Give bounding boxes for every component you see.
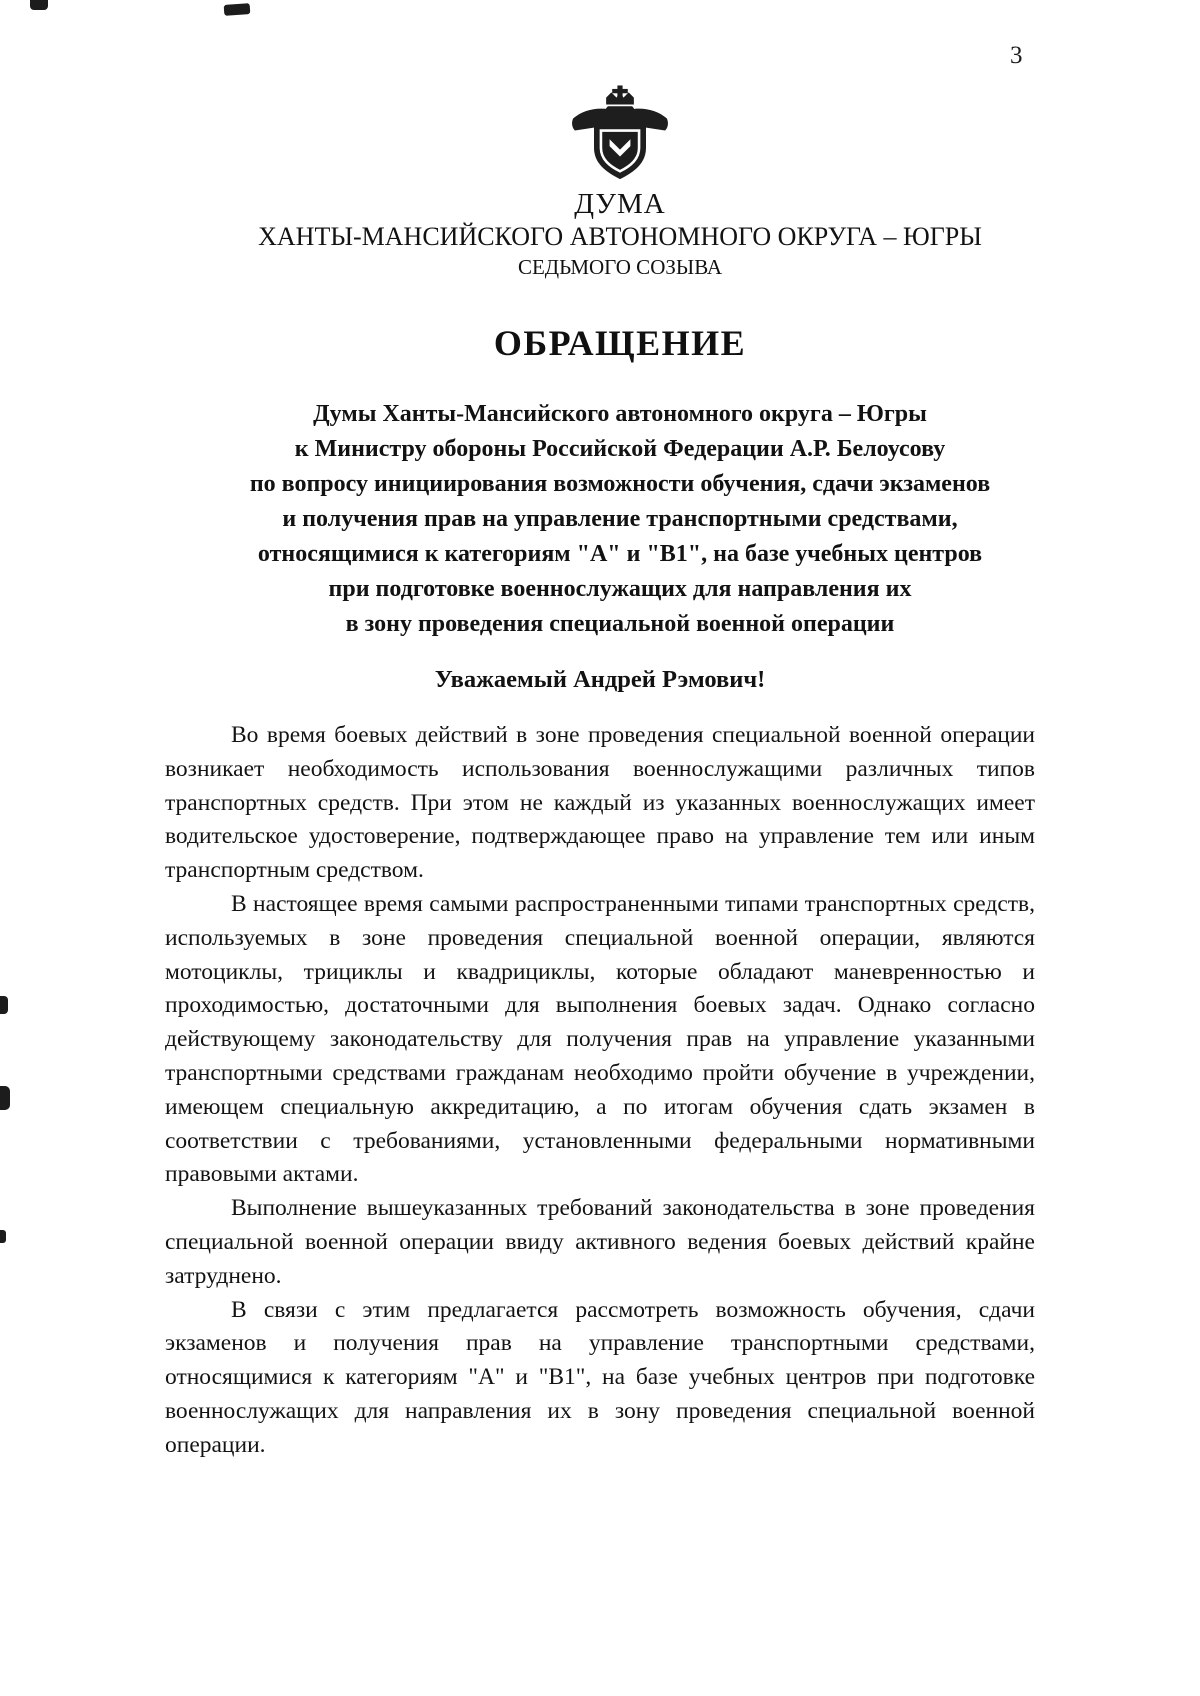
scan-artifact — [224, 3, 251, 16]
paragraph: В связи с этим предлагается рассмотреть возможность обучения, сдачи экзаменов и получения прав на управление транспортными средствами, относящимися к категориям "А" и "В1", на базе учебных центров при подготовке военнослужащих для направления их в зону проведения специальной военной операции. — [165, 1296, 1035, 1458]
address-line: при подготовке военнослужащих для направления их — [328, 576, 912, 602]
address-line: относящимися к категориям "А" и "В1", на базе учебных центров — [257, 541, 983, 567]
org-name-region: ХАНТЫ-МАНСИЙСКОГО АВТОНОМНОГО ОКРУГА – ЮГРЫ — [258, 222, 982, 251]
org-convocation: СЕДЬМОГО СОЗЫВА — [517, 255, 723, 279]
paragraph: В настоящее время самыми распространенными типами транспортных средств, используемых в зоне проведения специальной военной операции, являются мотоциклы, трициклы и квадрициклы, которые обладают маневренностью и проходимостью, достаточными для выполнения боевых задач. Однако согласно действующему законодательству для получения прав на управление указанными транспортными средствами гражданам необходимо пройти обучение в учреждении, имеющем специальную аккредитацию, а по итогам обучения сдать экзамен в соответствии с требованиями, установленными федеральными нормативными правовыми актами. — [165, 890, 1035, 1188]
scan-artifact — [0, 996, 8, 1014]
paragraph: Во время боевых действий в зоне проведения специальной военной операции возникает необходимость использования военнослужащими различных типов транспортных средств. При этом не каждый из указанных военнослужащих имеет водительское удостоверение, подтверждающее право на управление тем или иным транспортным средством. — [165, 722, 1035, 884]
page-number: 3 — [1010, 42, 1023, 69]
scan-artifact — [30, 0, 48, 10]
body-text — [165, 719, 1035, 1463]
address-block — [180, 397, 1060, 642]
scan-artifact — [0, 1230, 6, 1243]
letterhead — [180, 85, 1060, 281]
org-name-duma: ДУМА — [574, 188, 666, 220]
scan-artifact — [0, 1086, 10, 1110]
salutation: Уважаемый Андрей Рэмович! — [434, 666, 766, 693]
paragraph: Выполнение вышеуказанных требований законодательства в зоне проведения специальной военной операции ввиду активного ведения боевых действий крайне затруднено. — [165, 1195, 1035, 1289]
address-line: в зону проведения специальной военной операции — [345, 611, 895, 637]
address-line: и получения прав на управление транспортными средствами, — [282, 506, 958, 532]
coat-of-arms-icon — [180, 85, 1060, 185]
address-line: по вопросу инициирования возможности обучения, сдачи экзаменов — [249, 471, 991, 497]
address-line: к Министру обороны Российской Федерации А.Р. Белоусову — [294, 436, 946, 462]
address-line: Думы Ханты-Мансийского автономного округа – Югры — [313, 401, 927, 427]
document-title: ОБРАЩЕНИЕ — [493, 323, 747, 363]
